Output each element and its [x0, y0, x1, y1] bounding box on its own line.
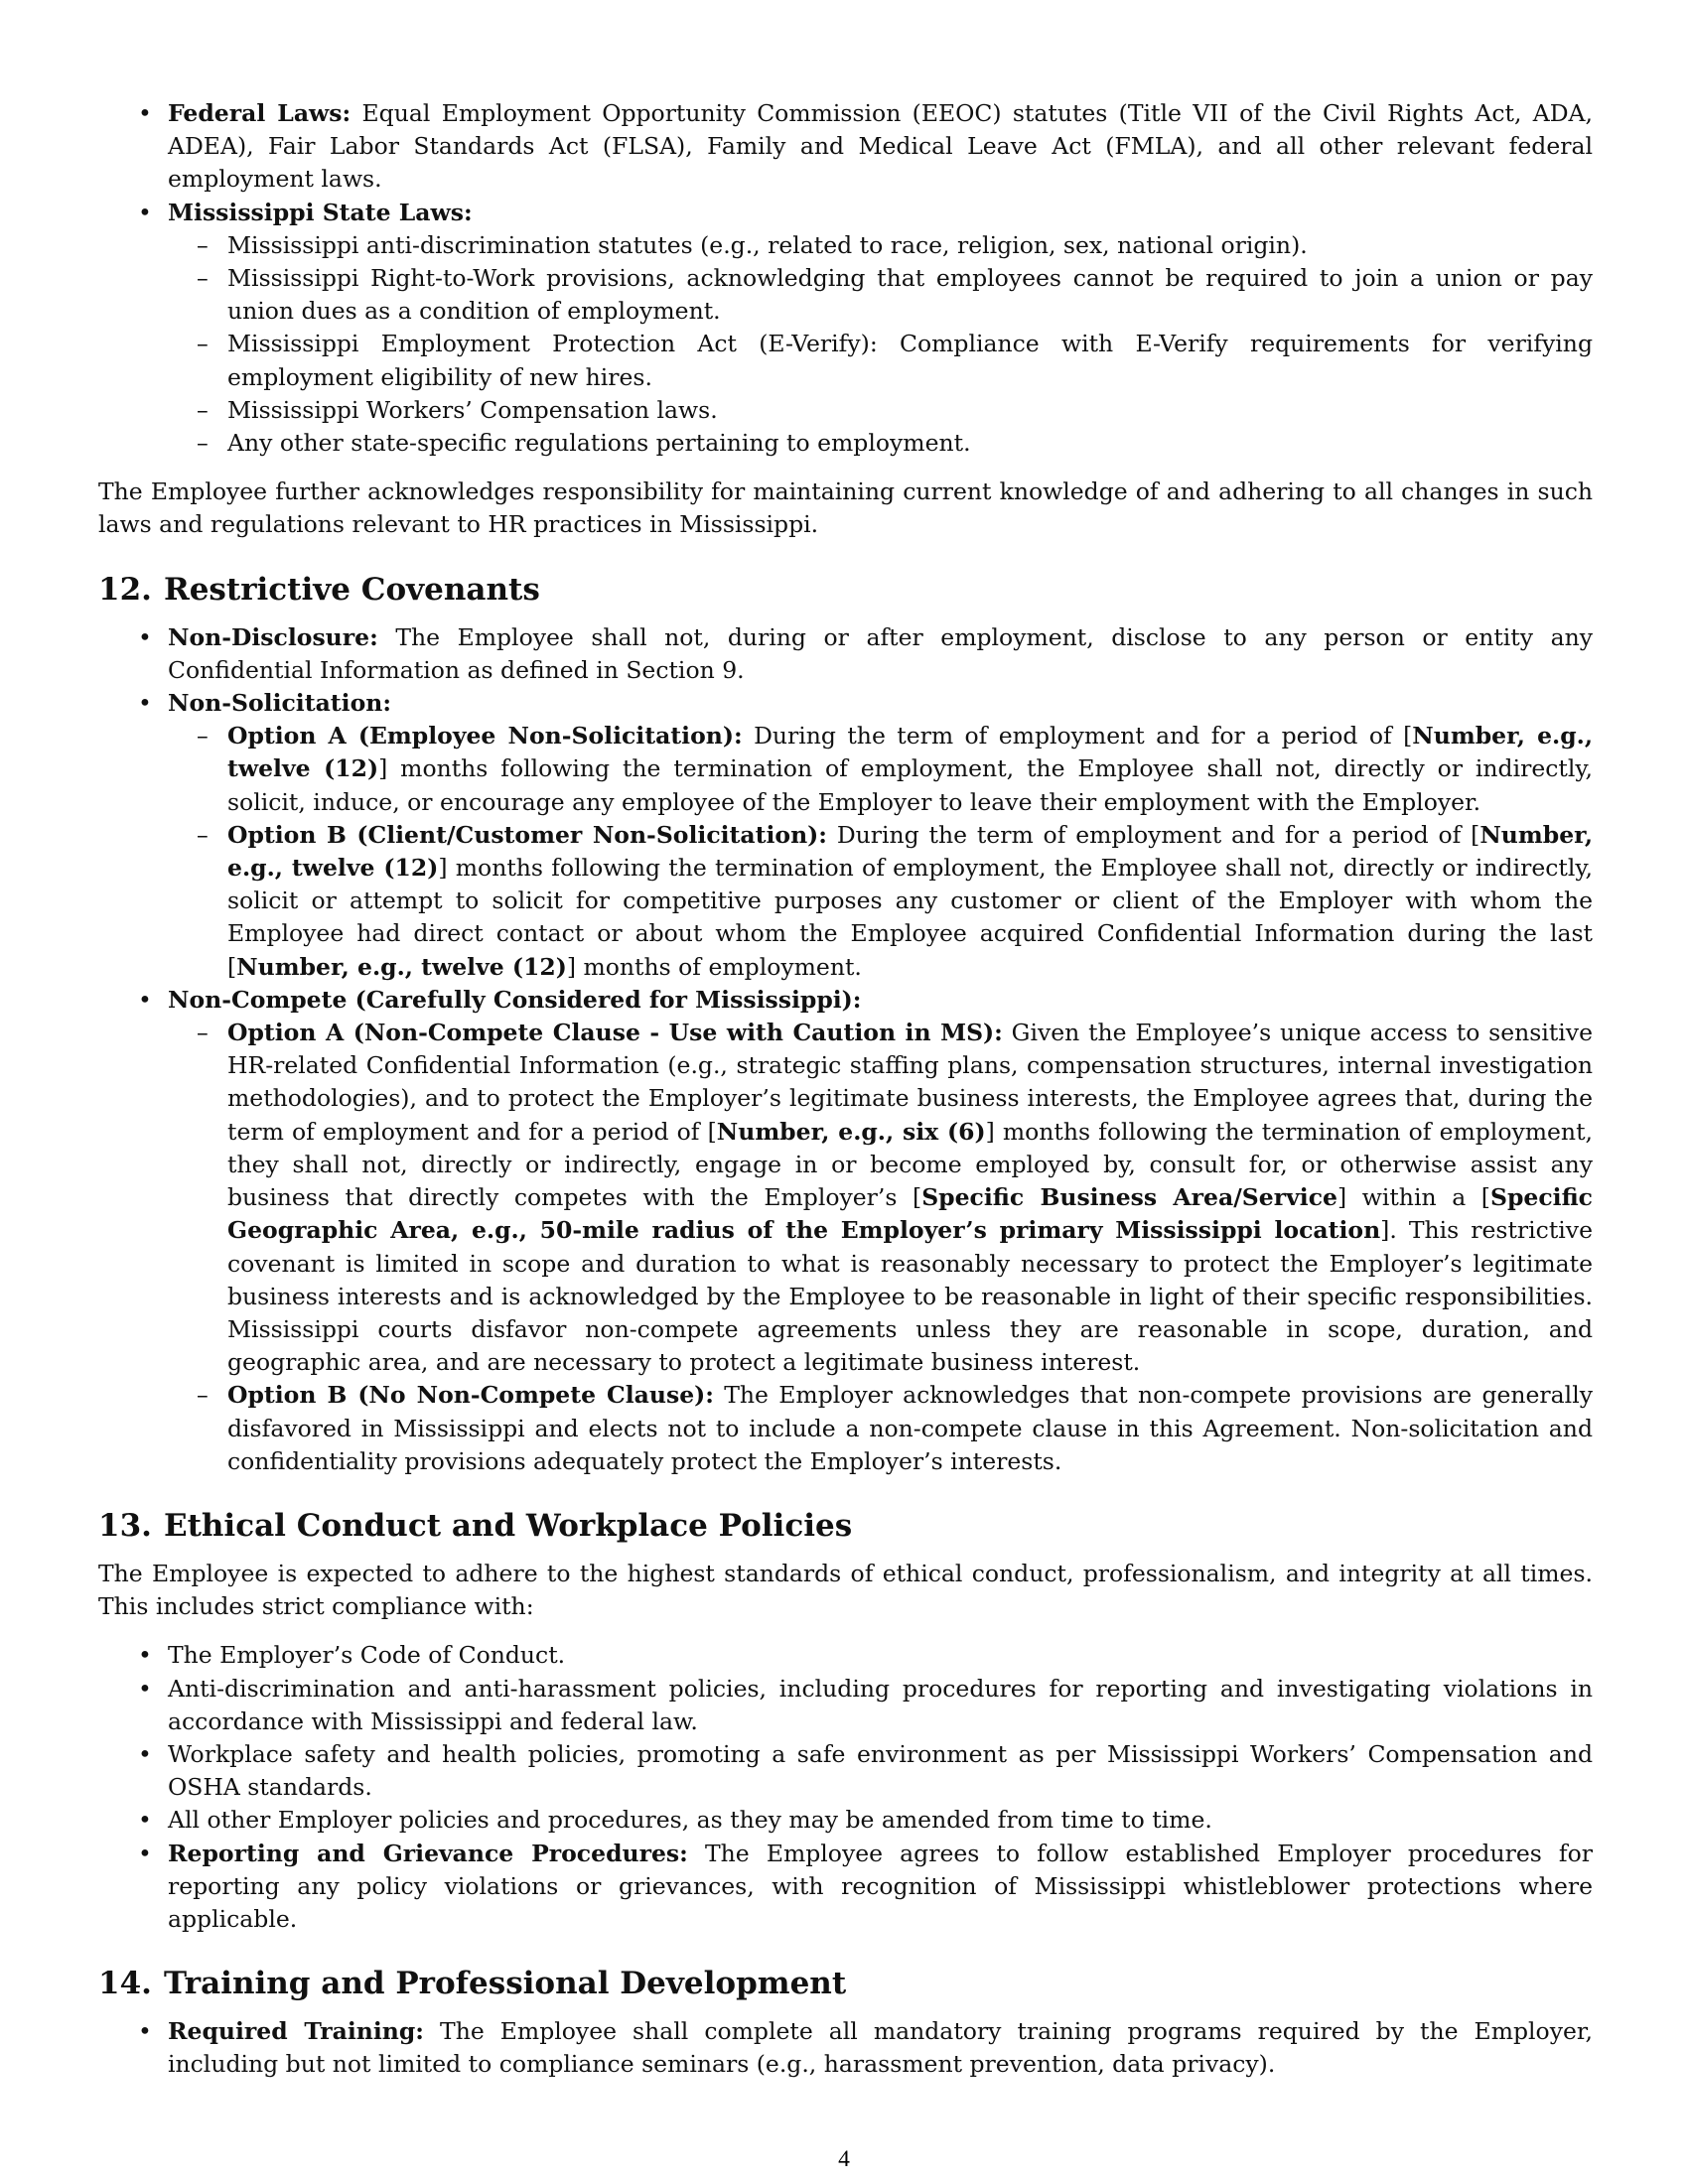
placeholder-text: Number, e.g., six (6)	[716, 1117, 986, 1146]
placeholder-text: Specific Geographic Area, e.g., 50-mile radius of the Employer’s primary Mississippi location	[227, 1183, 1593, 1245]
page-number: 4	[838, 2146, 850, 2172]
option-text: ] months of employment.	[566, 952, 862, 981]
list-item: • Workplace safety and health policies, promoting a safe environment as per Mississippi Workers’ Compensation and OSHA standards.	[98, 1738, 1593, 1804]
section-number: 12.	[98, 571, 152, 608]
list-item: – Mississippi anti-discrimination statutes (e.g., related to race, religion, sex, national origin).	[98, 229, 1593, 262]
laws-list	[98, 97, 1593, 460]
placeholder-text: Specific Business Area/Service	[921, 1183, 1337, 1212]
option-label: Option A (Non-Compete Clause - Use with Caution in MS):	[227, 1019, 1003, 1047]
list-item: – Mississippi Workers’ Compensation laws.	[98, 394, 1593, 427]
federal-laws-item	[98, 97, 1593, 197]
placeholder-text: Number, e.g., twelve (12)	[236, 952, 567, 981]
federal-laws-text: Equal Employment Opportunity Commission (EEOC) statutes (Title VII of the Civil Rights Act, ADA, ADEA), Fair Labor Standards Act (FLSA), Family and Medical Leave Act (FMLA), and all other relevant federal employment laws.	[168, 99, 1593, 194]
non-compete-option-a	[98, 1017, 1593, 1379]
option-label: Option A (Employee Non-Solicitation):	[227, 722, 743, 751]
restrictive-covenants-list	[98, 621, 1593, 1478]
mississippi-laws-label: Mississippi State Laws:	[168, 198, 473, 226]
non-solicitation-item	[98, 687, 1593, 984]
placeholder-text: Number, e.g., twelve (12)	[227, 820, 1593, 883]
non-disclosure-text: The Employee shall not, during or after employment, disclose to any person or entity any Confidential Information as defined in Section 9.	[168, 622, 1593, 684]
option-text: During the term of employment and for a period of [	[836, 820, 1480, 849]
mississippi-laws-sublist	[168, 229, 1593, 460]
list-item: – Mississippi Right-to-Work provisions, acknowledging that employees cannot be required to join a union or pay union dues as a condition of employment.	[98, 262, 1593, 328]
non-compete-item	[98, 984, 1593, 1478]
federal-laws-label: Federal Laws:	[168, 99, 352, 127]
non-compete-label: Non-Compete (Carefully Considered for Mississippi):	[168, 985, 862, 1014]
section-heading-14	[98, 1964, 1593, 2003]
option-text: ] months following the termination of employment, the Employee shall not, directly or indirectly, solicit, induce, or encourage any employee of the Employer to leave their employment with the Employer.	[227, 754, 1593, 816]
reporting-item	[98, 1838, 1593, 1937]
non-solicitation-option-a	[98, 720, 1593, 819]
non-solicitation-options	[168, 720, 1593, 984]
placeholder-text: Number, e.g., twelve (12)	[227, 722, 1594, 783]
section-number: 14.	[98, 1966, 152, 2002]
section-title: Ethical Conduct and Workplace Policies	[163, 1507, 853, 1544]
option-text: Given the Employee’s unique access to sensitive HR-related Confidential Information (e.g., strategic staffing plans, compensation structures, internal investigation methodologies), and to protect the Employer’s legitimate business interests, the Employee agrees that, during the term of employment and for a period of [	[227, 1019, 1593, 1146]
list-item: – Mississippi Employment Protection Act (E-Verify): Compliance with E-Verify requirements for verifying employment eligibility of new hires.	[98, 328, 1593, 393]
section-title: Restrictive Covenants	[163, 571, 540, 608]
option-label: Option B (Client/Customer Non-Solicitation):	[227, 820, 827, 849]
reporting-label: Reporting and Grievance Procedures:	[168, 1839, 688, 1867]
option-text: During the term of employment and for a period of [	[754, 722, 1413, 751]
non-disclosure-item	[98, 621, 1593, 687]
required-training-text: The Employee shall complete all mandatory training programs required by the Employer, including but not limited to compliance seminars (e.g., harassment prevention, data privacy).	[168, 2017, 1594, 2079]
non-solicitation-label: Non-Solicitation:	[168, 689, 392, 718]
mississippi-laws-item	[98, 197, 1593, 461]
non-solicitation-option-b	[98, 819, 1593, 984]
section-number: 13.	[98, 1507, 152, 1544]
option-text: ]. This restrictive covenant is limited in scope and duration to what is reasonably necessary to protect the Employer’s legitimate business interests and is acknowledged by the Employee to be reasonable in light of their specific responsibilities. Mississippi courts disfavor non-compete agreements unless they are reasonable in scope, duration, and geographic area, and are necessary to protect a legitimate business interest.	[227, 1216, 1593, 1377]
ethics-intro-paragraph: The Employee is expected to adhere to the highest standards of ethical conduct, professionalism, and integrity at all times. This includes strict compliance with:	[98, 1559, 1593, 1621]
option-text: The Employer acknowledges that non-compete provisions are generally disfavored in Mississippi and elects not to include a non-compete clause in this Agreement. Non-solicitation and confidentiality provisions adequately protect the Employer’s interests.	[227, 1381, 1593, 1475]
reporting-text: The Employee agrees to follow established Employer procedures for reporting any policy violations or grievances, with recognition of Mississippi whistleblower protections where applicable.	[168, 1839, 1593, 1933]
section-heading-13	[98, 1506, 1593, 1546]
acknowledgment-paragraph: The Employee further acknowledges responsibility for maintaining current knowledge of and adhering to all changes in such laws and regulations relevant to HR practices in Mississippi.	[98, 478, 1593, 539]
list-item: • Anti-discrimination and anti-harassment policies, including procedures for reporting and investigating violations in accordance with Mississippi and federal law.	[98, 1673, 1593, 1738]
training-list	[98, 2015, 1593, 2081]
section-heading-12	[98, 570, 1593, 610]
option-label: Option B (No Non-Compete Clause):	[227, 1381, 714, 1410]
list-item: • The Employer’s Code of Conduct.	[98, 1639, 1593, 1672]
non-disclosure-label: Non-Disclosure:	[168, 622, 378, 651]
required-training-item	[98, 2015, 1593, 2081]
non-compete-options	[168, 1017, 1593, 1478]
section-title: Training and Professional Development	[163, 1966, 847, 2002]
option-text: ] within a [	[1336, 1183, 1490, 1212]
non-compete-option-b	[98, 1379, 1593, 1478]
ethics-policies-list	[98, 1639, 1593, 1936]
option-text: ] months following the termination of employment, they shall not, directly or indirectly, engage in or become employed by, consult for, or otherwise assist any business that directly competes with the Employer’s [	[227, 1117, 1593, 1212]
required-training-label: Required Training:	[168, 2017, 424, 2046]
option-text: ] months following the termination of employment, the Employee shall not, directly or indirectly, solicit or attempt to solicit for competitive purposes any customer or client of the Employer with whom the Employee had direct contact or about whom the Employee acquired Confidential Information during the last [	[227, 854, 1593, 981]
list-item: • All other Employer policies and procedures, as they may be amended from time to time.	[98, 1804, 1593, 1837]
list-item: – Any other state-specific regulations pertaining to employment.	[98, 427, 1593, 460]
